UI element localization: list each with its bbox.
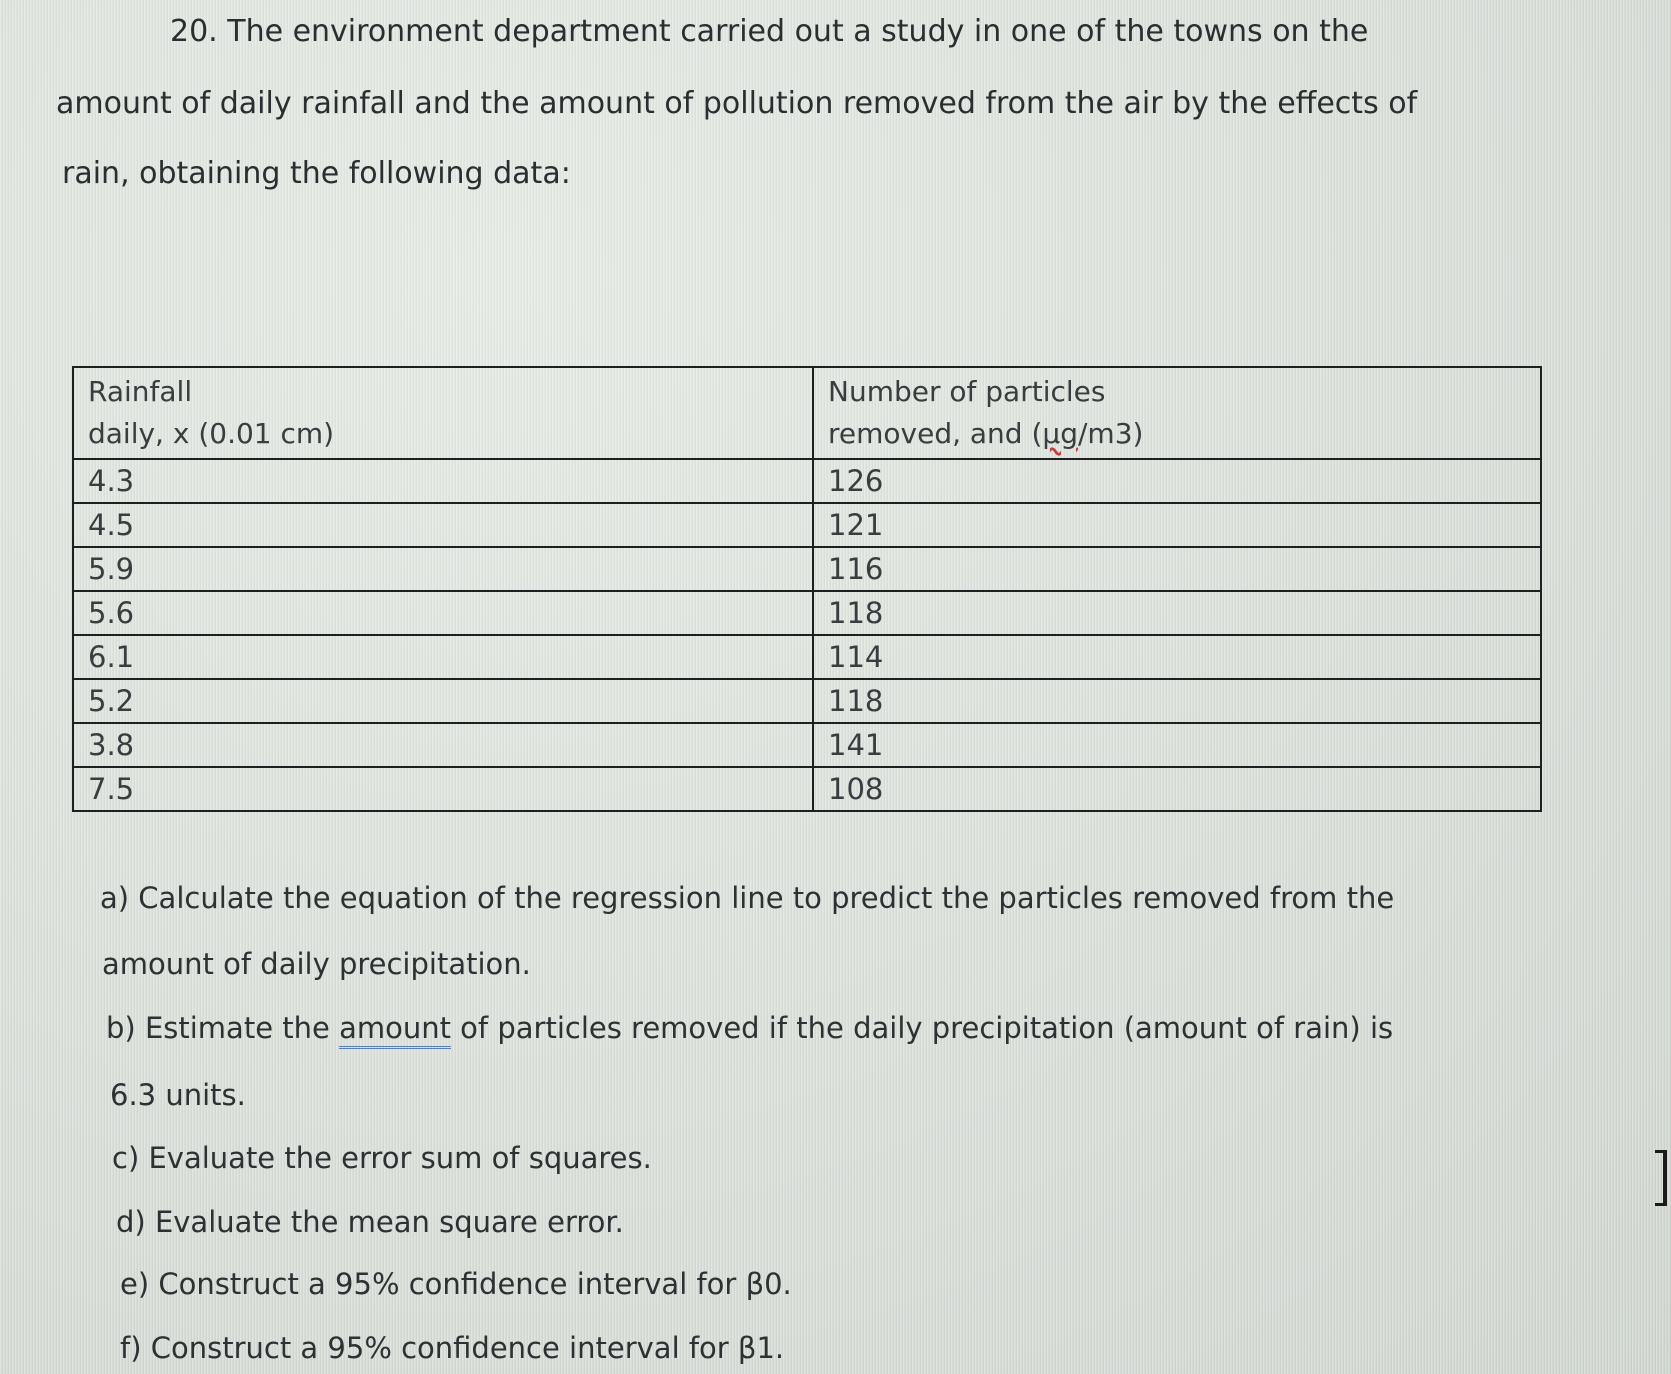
rainfall-cell: 5.9 <box>73 547 813 591</box>
rainfall-cell: 4.3 <box>73 459 813 503</box>
edge-bracket-mark <box>1655 1150 1667 1206</box>
table-row <box>73 459 1541 503</box>
particles-cell: 121 <box>813 503 1541 547</box>
question-b-underlined-word: amount <box>339 1011 451 1049</box>
particles-header-prefix: removed, and ( <box>828 417 1043 450</box>
question-b-suffix: of particles removed if the daily precipitation (amount of rain) is <box>450 1011 1394 1045</box>
question-a-line1: a) Calculate the equation of the regression line to predict the particles removed from the <box>100 881 1395 915</box>
table-row <box>73 635 1541 679</box>
table-row <box>73 767 1541 811</box>
question-b-line2: 6.3 units. <box>110 1078 246 1112</box>
rainfall-cell: 5.2 <box>73 679 813 723</box>
particles-cell: 118 <box>813 591 1541 635</box>
rainfall-cell: 7.5 <box>73 767 813 811</box>
particles-header-line1: Number of particles <box>828 375 1106 408</box>
rainfall-header-line1: Rainfall <box>88 375 193 408</box>
question-f: f) Construct a 95% confidence interval for β1. <box>120 1331 785 1365</box>
table-row <box>73 591 1541 635</box>
table-header-row <box>73 367 1541 459</box>
table-row <box>73 679 1541 723</box>
rainfall-header-line2: daily, x (0.01 cm) <box>88 417 335 450</box>
problem-line-1: 20. The environment department carried out a study in one of the towns on the <box>170 14 1369 49</box>
particles-cell: 126 <box>813 459 1541 503</box>
question-b-prefix: b) Estimate the <box>106 1011 340 1045</box>
rainfall-cell: 3.8 <box>73 723 813 767</box>
question-c: c) Evaluate the error sum of squares. <box>112 1141 652 1175</box>
question-d: d) Evaluate the mean square error. <box>116 1205 624 1239</box>
rainfall-header <box>73 367 813 459</box>
particles-cell: 116 <box>813 547 1541 591</box>
particles-cell: 141 <box>813 723 1541 767</box>
particles-cell: 118 <box>813 679 1541 723</box>
problem-line-3: rain, obtaining the following data: <box>62 156 571 191</box>
table-row <box>73 503 1541 547</box>
question-a-line2: amount of daily precipitation. <box>102 947 531 981</box>
rainfall-cell: 6.1 <box>73 635 813 679</box>
particles-cell: 108 <box>813 767 1541 811</box>
table-row <box>73 547 1541 591</box>
problem-line-2: amount of daily rainfall and the amount of pollution removed from the air by the effects of <box>56 86 1418 121</box>
rainfall-cell: 4.5 <box>73 503 813 547</box>
table-row <box>73 723 1541 767</box>
question-e: e) Construct a 95% confidence interval for β0. <box>120 1267 792 1301</box>
particles-header-unit: μg <box>1042 417 1078 450</box>
particles-header <box>813 367 1541 459</box>
particles-cell: 114 <box>813 635 1541 679</box>
data-table <box>72 366 1542 812</box>
rainfall-cell: 5.6 <box>73 591 813 635</box>
particles-header-suffix: /m3) <box>1078 417 1144 450</box>
question-b-line1 <box>106 1010 1393 1046</box>
